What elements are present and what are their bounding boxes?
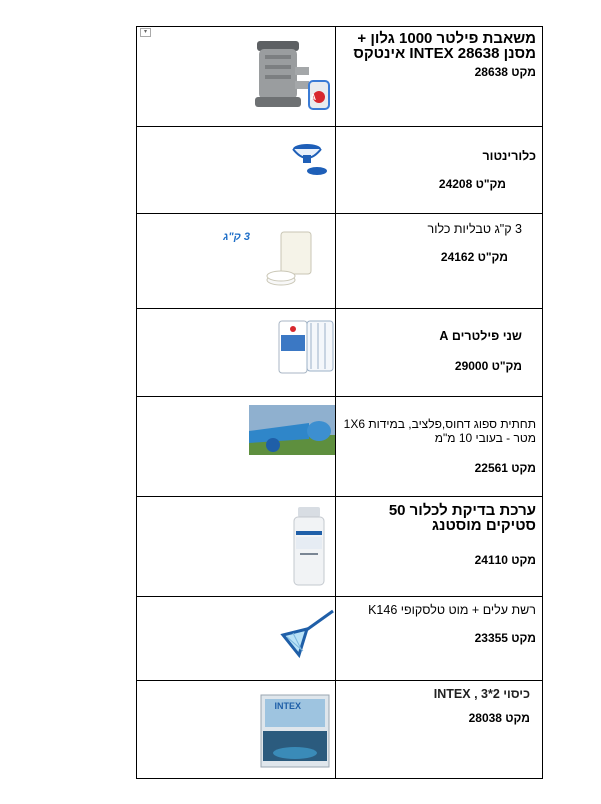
- product-code: מק"ט 24162: [440, 250, 508, 264]
- product-image-cell: [137, 497, 336, 597]
- product-image-cell: [137, 397, 336, 497]
- pool-cover-icon: [261, 691, 331, 771]
- product-name: כלורינטור: [482, 149, 536, 163]
- chlorine-tablets-icon: [223, 226, 324, 296]
- product-table: [136, 26, 542, 778]
- product-image-cell: [137, 681, 336, 779]
- product-image-cell: [137, 309, 336, 397]
- svg-text:A: A: [310, 93, 316, 102]
- table-row: [137, 597, 543, 681]
- table-row: [137, 127, 543, 214]
- product-code: מקט 23355: [474, 631, 536, 645]
- filter-pump-icon: [255, 37, 337, 117]
- product-text-cell: [336, 597, 543, 681]
- product-name: כיסוי 2*3 , INTEX: [433, 687, 530, 701]
- table-row: [137, 214, 543, 309]
- product-text-cell: [143, 27, 543, 127]
- product-name: ערכת בדיקת לכלור 50 סטיקים מוסטנג: [388, 502, 536, 534]
- product-image-cell: [137, 214, 336, 309]
- leaf-skimmer-icon: [277, 609, 337, 669]
- table-row: [137, 27, 543, 127]
- product-text-cell: [336, 214, 543, 309]
- product-name: רשת עלים + מוט טלסקופי K146: [368, 603, 536, 617]
- product-text-cell: [336, 309, 543, 397]
- product-code: מק"ט 29000: [454, 359, 522, 373]
- product-name: משאבת פילטר 1000 גלון + מסנן INTEX 28638 אינטקס: [353, 30, 536, 62]
- product-image-cell: [137, 597, 336, 681]
- test-strips-icon: [292, 507, 326, 587]
- product-image-cell: [137, 27, 336, 127]
- table-row: [137, 681, 543, 779]
- product-code: מקט 28038: [468, 711, 530, 725]
- product-image-cell: [137, 127, 336, 214]
- table-row: [137, 497, 543, 597]
- product-name: תחתית ספוג דחוס,פלציב, במידות 1X6 מטר - בעובי 10 מ"מ: [343, 417, 536, 445]
- foam-underlay-icon: [249, 405, 335, 455]
- product-text-cell: [336, 127, 543, 214]
- product-name: שני פילטרים A: [439, 329, 522, 343]
- svg-text:3 ק"ג: 3 ק"ג: [223, 231, 250, 243]
- dropdown-handle-icon[interactable]: ▾: [140, 28, 151, 37]
- svg-text:INTEX: INTEX: [274, 701, 301, 711]
- table-row: [137, 309, 543, 397]
- product-name: 3 ק"ג טבליות כלור: [427, 222, 522, 236]
- chlorinator-icon: [287, 137, 332, 182]
- product-text-cell: [336, 497, 543, 597]
- product-code: מק"ט 24208: [438, 177, 506, 191]
- product-text-cell: [336, 681, 543, 779]
- product-code: מקט 22561: [474, 461, 536, 475]
- filter-cartridges-icon: [277, 317, 337, 377]
- product-text-cell: [336, 397, 543, 497]
- product-code: מקט 24110: [474, 553, 536, 567]
- table-row: [137, 397, 543, 497]
- product-code: מקט 28638: [474, 65, 536, 79]
